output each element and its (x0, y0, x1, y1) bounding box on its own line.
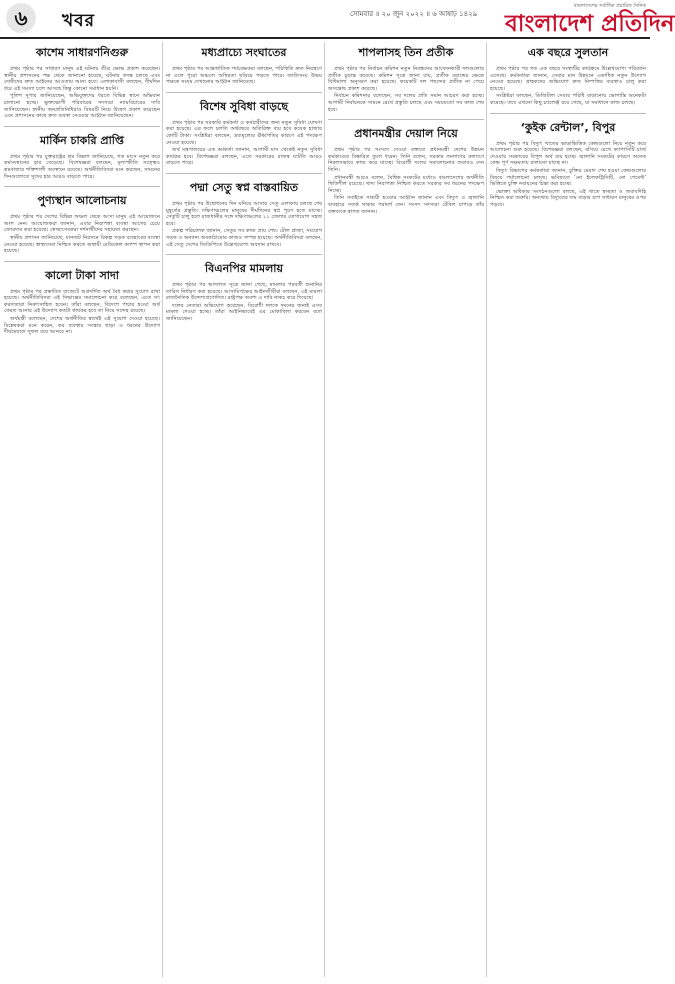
story-paragraph: তিনি সবাইকে সাশ্রয়ী হওয়ার আহ্বান জানান এবং বিদ্যুৎ ও জ্বালানি ব্যবহারে সতর্ক থাকার পরামর্শ দেন। সংসদ সদস্যরা টেবিল চাপড়ে তাঁর বক্তব্যকে স্বাগত জানান। (328, 195, 484, 215)
story-headline[interactable]: কাশেম সাধারণনিগুরু (35, 46, 129, 59)
news-story (4, 126, 160, 180)
news-story (4, 44, 160, 120)
news-story (490, 113, 646, 209)
masthead (0, 0, 675, 40)
newspaper-logo: বাংলাদেশ প্রতিদিন (505, 11, 675, 37)
column-3 (328, 42, 484, 977)
story-paragraph: প্রথম পৃষ্ঠার পর উদ্বোধনের দিন ঘনিয়ে আসায় সেতু এলাকায় চলছে শেষ মুহূর্তের প্রস্তুতি। দক্ষিণাঞ্চলের মানুষের দীর্ঘদিনের স্বপ্ন পূরণ হতে যাচ্ছে। সেতুটি চালু হলে রাজধানীর সঙ্গে দক্ষিণাঞ্চলের ২১ জেলার যোগাযোগ সহজ হবে। (166, 200, 322, 227)
story-headline[interactable]: প্রধানমন্ত্রীর দেয়াল নিয়ে (354, 127, 458, 141)
news-story (328, 119, 484, 215)
story-headline[interactable]: বিশেষ সুবিধা বাড়ছে (199, 99, 289, 113)
story-headline[interactable]: কালো টাকা সাদা (45, 268, 119, 282)
news-story (166, 173, 322, 248)
story-paragraph: বিদ্যুৎ বিভাগের কর্মকর্তারা জানান, চুক্তির মেয়াদ শেষ হওয়া কেন্দ্রগুলোর বিষয়ে পর্যালোচনা চলছে। ভবিষ্যতে ‘নো ইলেকট্রিসিটি, নো পেমেন্ট’ ভিত্তিতে চুক্তি নবায়নের চিন্তা করা হচ্ছে। (490, 167, 646, 188)
story-paragraph: প্রথম পৃষ্ঠার পর দেশের বিভিন্ন অঞ্চল থেকে আসা মানুষ এই আয়োজনে অংশ নেন। আয়োজকরা জানান, এবার নিরাপত্তা ব্যবস্থা আগের চেয়ে জোরদার করা হয়েছে। স্বেচ্ছাসেবকরা দর্শনার্থীদের সহায়তা করছেন। (4, 214, 160, 234)
news-story (4, 186, 160, 255)
news-story (166, 44, 322, 86)
story-paragraph: অর্থ মন্ত্রণালয়ের এক কর্মকর্তা জানান, আগামী মাস থেকেই নতুন সুবিধা কার্যকর হবে। বিশেষজ্ঞরা বলছেন, এতে সরকারের রাজস্ব ঘাটতি আরও বাড়তে পারে। (166, 147, 322, 167)
column-1 (4, 42, 160, 977)
story-paragraph: প্রথম পৃষ্ঠার পর সাধারণ মানুষ এই ঘটনায় তীব্র ক্ষোভ প্রকাশ করেছেন। স্থানীয় প্রশাসনের পক্ষ থেকে জানানো হয়েছে, ঘটনার তদন্ত চলছে এবং দোষীদের দ্রুত আইনের আওতায় আনা হবে। এলাকাবাসী বলছেন, দীর্ঘদিন ধরে এই সমস্যা চলে আসছে কিন্তু কোনো সমাধান হয়নি। (4, 66, 160, 92)
story-headline[interactable]: পুণ্যস্থান আলোচনায় (37, 194, 127, 208)
story-paragraph: প্রথম পৃষ্ঠার পর আন্তর্জাতিক পর্যবেক্ষকরা বলছেন, পরিস্থিতি দ্রুত নিয়ন্ত্রণে না এলে পুরো অঞ্চলে অস্থিরতা ছড়িয়ে পড়তে পারে। জাতিসংঘ উভয় পক্ষকে সংযম দেখানোর আহ্বান জানিয়েছে। (166, 66, 322, 86)
page-number: ৬ (6, 3, 36, 33)
story-headline[interactable]: পদ্মা সেতু স্বপ্ন বাস্তবায়িত (189, 180, 299, 194)
story-headline[interactable]: মধ্যপ্রাচ্যে সংঘাতের (201, 46, 287, 59)
story-headline[interactable]: মার্কিন চাকরি প্রাপ্তি (40, 133, 124, 147)
story-paragraph: স্থানীয় প্রশাসন জানিয়েছে, যানজট নিরসনে বিকল্প সড়ক ব্যবহারের ব্যবস্থা নেওয়া হয়েছে। স্বাস্থ্যসেবা নিশ্চিত করতে অস্থায়ী মেডিকেল ক্যাম্প স্থাপন করা হয়েছে। (4, 234, 160, 255)
story-paragraph: প্রথম পৃষ্ঠার পর নির্বাচন কমিশন নতুন নিবন্ধনের আবেদনকারী দলগুলোর প্রতীক চূড়ান্ত করেছে। কমিশন সূত্রে জানা যায়, প্রতীক বরাদ্দের ক্ষেত্রে বিধিমালা অনুসরণ করা হয়েছে। কয়েকটি দল পছন্দের প্রতীক না পেয়ে অসন্তোষ প্রকাশ করেছে। (328, 66, 484, 92)
news-story (166, 254, 322, 323)
story-paragraph: নির্বাচন কমিশনার বলেছেন, সব দলের প্রতি সমান আচরণ করা হচ্ছে। আগামী নির্বাচনকে সামনে রেখে প্রস্তুতি চলছে এবং সময়মতো সব কাজ শেষ হবে। (328, 93, 484, 113)
column-2 (166, 42, 322, 977)
story-headline[interactable]: ‘কুইক রেন্টাল’, বিপুর (520, 120, 616, 134)
story-paragraph: প্রথম পৃষ্ঠার পর সংসদে দেওয়া বক্তব্যে প্রধানমন্ত্রী দেশের উন্নয়ন কর্মকাণ্ডের বিস্তারিত তুলে ধরেন। তিনি বলেন, সরকার জনগণের কল্যাণে নিরলসভাবে কাজ করে যাচ্ছে। বিরোধী দলের সমালোচনার জবাবও দেন তিনি। (328, 147, 484, 173)
column-divider (324, 42, 325, 977)
story-paragraph: প্রধানমন্ত্রী আরও বলেন, বৈশ্বিক সংকটের মধ্যেও বাংলাদেশের অর্থনীতি স্থিতিশীল রয়েছে। খাদ্য নিরাপত্তা নিশ্চিত করতে সরকার সব ধরনের পদক্ষেপ নিচ্ছে। (328, 174, 484, 194)
story-headline[interactable]: এক বছরে সুলতান (527, 46, 609, 59)
story-paragraph: প্রথম পৃষ্ঠার পর বিদ্যুৎ খাতের ভাড়াভিত্তিক কেন্দ্রগুলো নিয়ে নতুন করে আলোচনা শুরু হয়েছে। বিশেষজ্ঞরা বলছেন, বসিয়ে রেখে ক্যাপাসিটি চার্জ দেওয়ায় সরকারের বিপুল অর্থ ব্যয় হচ্ছে। জ্বালানি সংকটের কারণে অনেক কেন্দ্র পূর্ণ সক্ষমতায় চালানো যাচ্ছে না। (490, 140, 646, 167)
news-story (328, 44, 484, 113)
news-story (4, 261, 160, 336)
story-paragraph: প্রথম পৃষ্ঠার পর সরকারি কর্মকর্তা ও কর্মচারীদের জন্য নতুন সুবিধা ঘোষণা করা হয়েছে। এর ফলে চলতি অর্থবছরে অতিরিক্ত ব্যয় হবে কয়েক হাজার কোটি টাকা। সংশ্লিষ্টরা বলছেন, দ্রব্যমূল্যের ঊর্ধ্বগতির কারণে এই পদক্ষেপ নেওয়া হয়েছে। (166, 119, 322, 146)
story-paragraph: প্রথম পৃষ্ঠার পর প্রস্তাবিত বাজেটে অপ্রদর্শিত অর্থ বৈধ করার সুযোগ রাখা হয়েছে। অর্থনীতিবিদরা এই সিদ্ধান্তের সমালোচনা করে বলেছেন, এতে সৎ করদাতারা নিরুৎসাহিত হবেন। তাঁরা বলছেন, বিদেশে পাচার হওয়া অর্থ ফেরত আনার এই উদ্যোগ কতটা কার্যকর হবে তা নিয়ে সন্দেহ রয়েছে। (4, 288, 160, 315)
story-headline[interactable]: বিএনপির মামলায় (205, 262, 283, 276)
story-paragraph: প্রকল্প পরিচালক জানান, সেতুর সব কাজ প্রায় শেষ। টোল প্লাজা, সংযোগ সড়ক ও অন্যান্য অবকাঠামোর কাজও সম্পন্ন হয়েছে। অর্থনীতিবিদরা বলছেন, এই সেতু দেশের জিডিপিতে উল্লেখযোগ্য অবদান রাখবে। (166, 228, 323, 248)
story-paragraph: প্রথম পৃষ্ঠার পর গত এক বছরে সংস্থাটির কার্যক্রমে উল্লেখযোগ্য পরিবর্তন এসেছে। কর্মকর্তারা জানান, সেবার মান উন্নয়নে একাধিক নতুন উদ্যোগ নেওয়া হয়েছে। গ্রাহকদের অভিযোগ দ্রুত নিষ্পত্তির ব্যবস্থাও চালু করা হয়েছে। (490, 66, 646, 92)
section-title: খবর (62, 11, 95, 31)
brand (505, 3, 675, 37)
story-paragraph: ভোক্তা অধিকার সংগঠনগুলো বলছে, এই খাতে স্বচ্ছতা ও জবাবদিহি নিশ্চিত করা জরুরি। অন্যথায় বিদ্যুতের দাম বাড়ার চাপ সাধারণ মানুষের ওপর পড়বে। (490, 188, 646, 208)
story-paragraph: অর্থমন্ত্রী বলেছেন, দেশের অর্থনীতির স্বার্থেই এই সুযোগ দেওয়া হয়েছে। বিশ্লেষকরা মনে করেন, কর ব্যবস্থার সংস্কার ছাড়া এ ধরনের উদ্যোগ দীর্ঘমেয়াদে সুফল বয়ে আনবে না। (4, 316, 160, 336)
column-4 (490, 42, 646, 977)
tagline: বাংলাদেশের সর্বাধিক প্রচারিত দৈনিক (573, 3, 646, 9)
story-paragraph: সংশ্লিষ্টরা বলছেন, ডিজিটাল সেবার পরিধি বাড়ানোয় ভোগান্তি অনেকটা কমেছে। তবে এখনো কিছু চ্যালেঞ্জ রয়ে গেছে, যা সমাধানে কাজ চলছে। (490, 93, 646, 106)
column-divider (162, 42, 163, 977)
story-headline[interactable]: শাপলাসহ তিন প্রতীক (358, 46, 454, 59)
news-story (166, 92, 322, 167)
masthead-rule (0, 37, 650, 39)
story-paragraph: প্রথম পৃষ্ঠার পর যুক্তরাষ্ট্রের শ্রম বিভাগ জানিয়েছে, গত মাসে নতুন করে কর্মসংস্থানের হার বেড়েছে। বিশেষজ্ঞরা বলছেন, মূল্যস্ফীতি সত্ত্বেও শ্রমবাজার শক্তিশালী অবস্থানে রয়েছে। অর্থনীতিবিদরা মনে করছেন, সামনের দিনগুলোতে সুদের হার আরও বাড়তে পারে। (4, 153, 160, 180)
story-paragraph: পুলিশ সুপার জানিয়েছেন, অভিযুক্তদের ধরতে বিভিন্ন স্থানে অভিযান চালানো হচ্ছে। ভুক্তভোগী পরিবারের সদস্যরা ন্যায়বিচারের দাবি জানিয়েছেন। স্থানীয় জনপ্রতিনিধিরাও বিষয়টি নিয়ে উদ্বেগ প্রকাশ করেছেন এবং প্রশাসনের কাছে দ্রুত ব্যবস্থা নেওয়ার আহ্বান জানিয়েছেন। (4, 93, 160, 120)
story-paragraph: দলের নেতারা অভিযোগ করেছেন, বিরোধী দলকে দমনের জন্যই এসব মামলা দেওয়া হচ্ছে। তাঁরা আইনিভাবেই এর মোকাবিলা করবেন বলে জানিয়েছেন। (166, 302, 322, 323)
news-story (490, 44, 646, 107)
story-paragraph: প্রথম পৃষ্ঠার পর আদালত সূত্রে জানা গেছে, মামলার পরবর্তী শুনানির তারিখ নির্ধারণ করা হয়েছে। আসামিপক্ষের আইনজীবীরা বলছেন, এই মামলা রাজনৈতিক উদ্দেশ্যপ্রণোদিত। রাষ্ট্রপক্ষ অবশ্য এ দাবি নাকচ করে দিয়েছে। (166, 282, 322, 302)
column-divider (486, 42, 487, 977)
dateline: সোমবার ॥ ২০ জুন ২০২২ ॥ ৬ আষাঢ় ১৪২৯ (350, 10, 478, 18)
